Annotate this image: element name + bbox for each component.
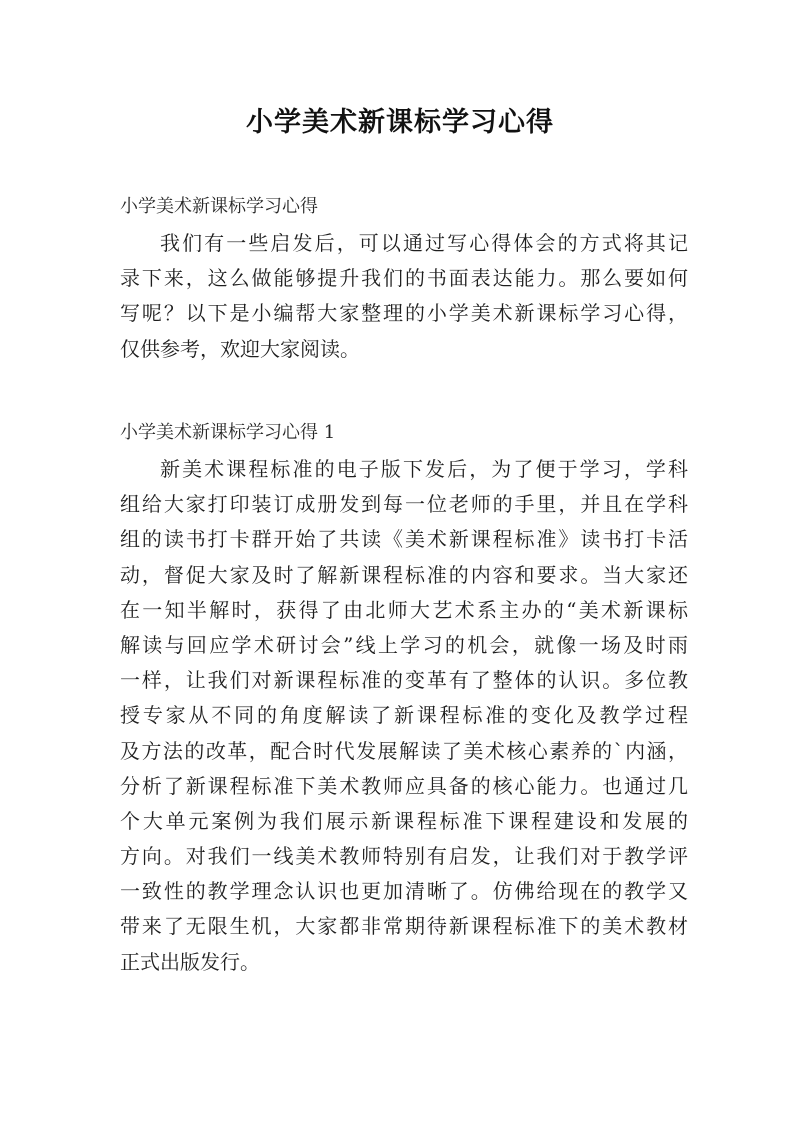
section-1-line: 在一知半解时，获得了由北师大艺术系主办的“美术新课标 [120,597,688,622]
section-1-line: 个大单元案例为我们展示新课程标准下课程建设和发展的 [120,808,688,833]
intro-line: 录下来，这么做能够提升我们的书面表达能力。那么要如何 [120,266,688,291]
section-1-line: 一致性的教学理念认识也更加清晰了。仿佛给现在的教学又 [120,879,688,904]
document-title: 小学美术新课标学习心得 [246,107,554,138]
section-1-line: 分析了新课程标准下美术教师应具备的核心能力。也通过几 [120,773,688,798]
intro-line: 写呢？以下是小编帮大家整理的小学美术新课标学习心得， [120,301,688,326]
intro-heading: 小学美术新课标学习心得 [120,196,318,217]
section-1-line: 新美术课程标准的电子版下发后，为了便于学习，学科 [160,457,688,481]
section-1-line: 组给大家打印装订成册发到每一位老师的手里，并且在学科 [120,492,688,517]
intro-line: 仅供参考，欢迎大家阅读。 [120,336,360,361]
intro-paragraph [120,226,688,367]
section-1-paragraph [120,452,688,980]
section-1-line: 带来了无限生机，大家都非常期待新课程标准下的美术教材 [120,914,688,939]
section-1-line: 解读与回应学术研讨会”线上学习的机会，就像一场及时雨 [120,632,688,657]
section-1-line: 一样，让我们对新课程标准的变革有了整体的认识。多位教 [120,668,688,693]
section-1-line: 及方法的改革，配合时代发展解读了美术核心素养的`内涵， [120,738,688,763]
section-1-line: 方向。对我们一线美术教师特别有启发，让我们对于教学评 [120,844,688,869]
section-1-line: 授专家从不同的角度解读了新课程标准的变化及教学过程 [120,703,688,728]
section-1-line: 组的读书打卡群开始了共读《美术新课程标准》读书打卡活 [120,527,688,552]
intro-line: 我们有一些启发后，可以通过写心得体会的方式将其记 [160,231,688,255]
section-1-heading: 小学美术新课标学习心得 1 [120,422,336,443]
section-1-line: 正式出版发行。 [120,949,260,974]
section-1-line: 动，督促大家及时了解新课程标准的内容和要求。当大家还 [120,562,688,587]
